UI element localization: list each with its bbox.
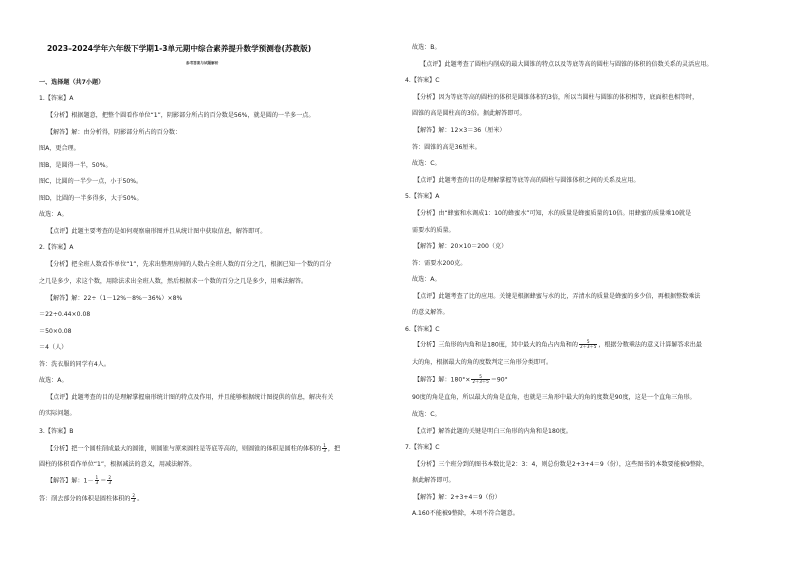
q7-option-a: A.160不能被9整除，本项不符合题意。 — [412, 510, 519, 517]
q5-comment: 【点评】此题考查了比的应用。关键是根据蜂蜜与水的比，弄清水的质量是蜂蜜的多少倍，再根据整数乘法 — [414, 293, 701, 300]
document-subtitle: 参考答案与试题解析 — [186, 61, 219, 65]
q3-fraction-1: $\frac{1}{3}$ — [323, 443, 326, 454]
document-title: 2023–2024学年六年级下学期1-3单元期中综合素养提升数学预测卷(苏教版) — [47, 44, 312, 53]
q6-reasoning: 90度的角是直角，所以最大的角是直角，也就是三角形中最大的角的度数是90度，这是一个直角三角形。 — [412, 394, 696, 401]
q3-conclusion: 答：削去部分的体积是圆柱体积的 $\frac{2}{3}$ 。 — [39, 493, 144, 504]
q6-fraction-1: $\frac{5}{2+3+5}$ — [579, 339, 597, 350]
q3-fraction-4: $\frac{2}{3}$ — [132, 493, 136, 504]
q3-analysis: 【分析】把一个圆柱削成最大的圆锥，则圆锥与原来圆柱是等底等高的，则圆锥的体积是圆柱的体积的 $\frac{1}{3}$ ，把 — [47, 443, 341, 454]
q4-comment: 【点评】此题考查的目的是理解掌握等底等高的圆柱与圆锥体积之间的关系及应用。 — [414, 177, 640, 184]
q1-solution: 【解答】解：由分析得，阴影部分所占的百分数： — [47, 129, 182, 136]
q2-choice: 故选：A。 — [39, 377, 68, 384]
q1-line-a: 图A，更合理。 — [39, 145, 80, 152]
q6-analysis-cont: 大的角，根据最大的角的度数判定三角形分类即可。 — [412, 359, 553, 366]
q4-solution: 【解答】解：12×3＝36（厘米） — [414, 127, 506, 134]
q2-conclusion: 答：洗衣服的同学有4人。 — [39, 361, 110, 368]
q7-answer: 7.【答案】C — [405, 444, 440, 451]
q5-answer: 5.【答案】A — [405, 193, 440, 200]
q2-step-3: ＝4（人） — [39, 344, 68, 351]
q7-analysis-cont: 据此解答即可。 — [412, 477, 455, 484]
q5-solution: 【解答】解：20×10＝200（克） — [414, 243, 508, 250]
q4-answer: 4.【答案】C — [405, 77, 440, 84]
q1-line-c: 图C，比圆的一半少一点，小于50%。 — [39, 178, 143, 185]
q5-analysis: 【分析】由“蜂蜜和水调成1：10的蜂蜜水”可知，水的质量是蜂蜜质量的10倍。用蜂蜜的质量乘10就是 — [414, 210, 692, 217]
q4-analysis: 【分析】因为等底等高的圆柱的体积是圆锥体积的3倍，所以当圆柱与圆锥的体积相等，底面积也相等时， — [414, 94, 699, 101]
q1-analysis: 【分析】根据题意，把整个圆看作单位“1”，阴影部分所占的百分数是56%，就是圆的一半多一点。 — [47, 112, 315, 119]
q1-line-d: 图D，比圆的一半多得多，大于50%。 — [39, 195, 143, 202]
q1-choice: 故选：A。 — [39, 211, 68, 218]
q3-comment: 【点评】此题考查了圆柱内削成的最大圆锥的特点以及等底等高的圆柱与圆锥的体积的倍数关系的灵活应用。 — [420, 61, 713, 68]
q3-choice: 故选：B。 — [412, 44, 441, 51]
q1-comment: 【点评】此题主要考查的是如何观察扇形图并且从统计图中获取信息，解答即可。 — [47, 228, 267, 235]
q3-fraction-2: $\frac{1}{3}$ — [95, 475, 99, 486]
q5-conclusion: 答：需要水200克。 — [412, 260, 467, 267]
q2-answer: 2.【答案】A — [39, 244, 74, 251]
q6-analysis: 【分析】三角形的内角和是180度，其中最大的角占内角和的 $\frac{5}{2+3+5}$ ，根据分数乘法的意义计算解答求出最 — [414, 339, 702, 350]
q6-answer: 6.【答案】C — [405, 326, 440, 333]
q2-step-2: ＝50×0.08 — [39, 328, 72, 335]
q5-comment-cont: 的意义解答。 — [412, 309, 449, 316]
q2-solution: 【解答】解：22÷（1－12%－8%－36%）×8% — [47, 295, 183, 302]
q2-comment: 【点评】此题考查的目的是理解掌握扇形统计图的特点及作用，并且能够根据统计图提供的信息，解决有关 — [47, 394, 334, 401]
q3-analysis-cont: 圆柱的体积看作单位“1”，根据减法的意义，用减法解答。 — [39, 461, 196, 468]
q6-fraction-2: $\frac{5}{2+3+5}$ — [472, 374, 489, 385]
q5-choice: 故选：A。 — [412, 276, 441, 283]
right-column — [400, 0, 794, 561]
q3-answer: 3.【答案】B — [39, 428, 74, 435]
q3-solution: 【解答】解：1－ $\frac{1}{3}$ ＝ $\frac{2}{3}$ — [47, 475, 111, 486]
q6-choice: 故选：C。 — [412, 411, 441, 418]
q1-answer: 1.【答案】A — [39, 95, 74, 102]
q2-comment-cont: 的实际问题。 — [39, 410, 76, 417]
q4-choice: 故选：C。 — [412, 160, 441, 167]
q6-comment: 【点评】解答此题的关键是明白三角形的内角和是180度。 — [414, 428, 572, 435]
q2-step-1: ＝22÷0.44×0.08 — [39, 311, 91, 318]
q4-analysis-cont: 圆锥的高是圆柱高的3倍。据此解答即可。 — [412, 110, 526, 117]
q1-line-b: 图B，是圆得一半，50%。 — [39, 162, 112, 169]
q6-solution: 【解答】解：180°× $\frac{5}{2+3+5}$ ＝90° — [414, 374, 508, 385]
q7-solution: 【解答】解：2+3+4＝9（份） — [414, 494, 501, 501]
q4-conclusion: 答：圆锥的高是36厘米。 — [412, 144, 481, 151]
q2-analysis: 【分析】把全班人数看作单位“1”，先求出整理房间的人数占全班人数的百分之几，根据已知一个数的百分 — [47, 261, 332, 268]
q7-analysis: 【分析】三个班分到的图书本数比是2：3：4，则总份数是2+3+4＝9（份），这些图书的本数要能被9整除， — [414, 461, 709, 468]
q5-analysis-cont: 需要水的质量。 — [412, 227, 455, 234]
q3-fraction-3: $\frac{2}{3}$ — [108, 475, 111, 486]
q2-analysis-cont: 之几是多少，求这个数，用除法求出全班人数，然后根据求一个数的百分之几是多少，用乘法解答。 — [39, 278, 308, 285]
section-heading: 一、选择题（共7小题） — [39, 79, 105, 86]
